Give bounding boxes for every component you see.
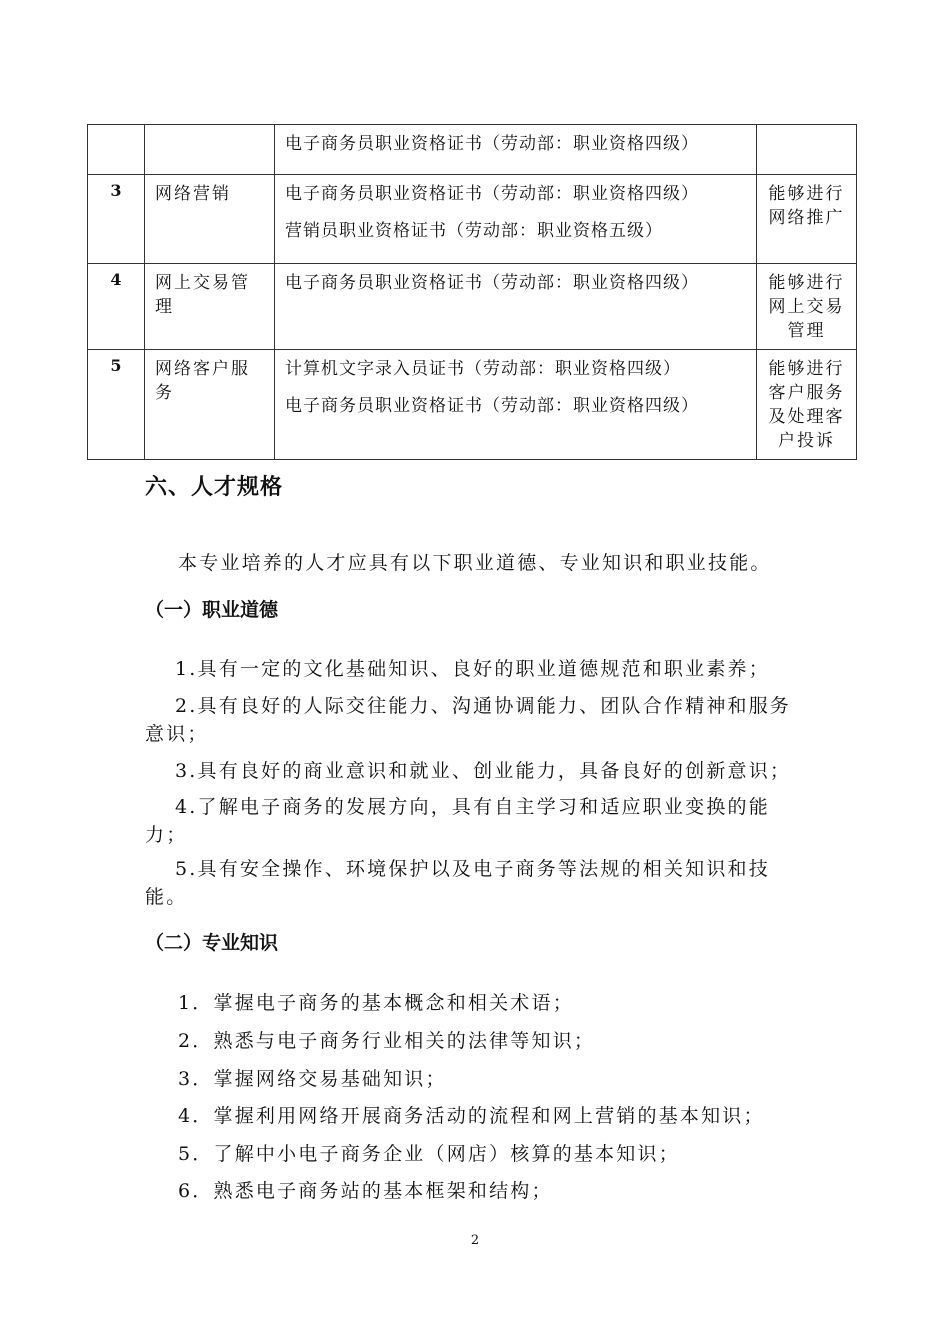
job-title: 网络客户服务 [145, 350, 275, 460]
ethics-item: 2.具有良好的人际交往能力、沟通协调能力、团队合作精神和服务意识； [145, 695, 792, 745]
ability: 能够进行网络推广 [757, 175, 857, 264]
subsection-heading-ethics: （一）职业道德 [145, 599, 279, 621]
knowledge-item: 5．了解中小电子商务企业（网店）核算的基本知识； [178, 1143, 680, 1165]
table-row [88, 125, 857, 175]
certificate-cell [275, 264, 757, 350]
certificate: 计算机文字录入员证书（劳动部：职业资格四级） [285, 359, 681, 379]
job-title: 网上交易管理 [145, 264, 275, 350]
certificate-cell [275, 125, 757, 175]
certificate: 电子商务员职业资格证书（劳动部：职业资格四级） [285, 184, 699, 204]
row-number [88, 125, 145, 175]
job-title: 网络营销 [145, 175, 275, 264]
certificate: 电子商务员职业资格证书（劳动部：职业资格四级） [285, 396, 699, 416]
ability [757, 125, 857, 175]
ability: 能够进行网上交易管理 [757, 264, 857, 350]
knowledge-item: 6．熟悉电子商务站的基本框架和结构； [178, 1180, 553, 1202]
certificate: 电子商务员职业资格证书（劳动部：职业资格四级） [285, 134, 699, 154]
certificate: 电子商务员职业资格证书（劳动部：职业资格四级） [285, 273, 699, 293]
table-row [88, 350, 857, 460]
ethics-item: 4.了解电子商务的发展方向，具有自主学习和适应职业变换的能力； [145, 796, 770, 846]
row-number: 3 [88, 175, 145, 264]
row-number: 4 [88, 264, 145, 350]
table-row [88, 264, 857, 350]
knowledge-item: 3．掌握网络交易基础知识； [178, 1068, 447, 1090]
certificate: 营销员职业资格证书（劳动部：职业资格五级） [285, 221, 663, 241]
job-title [145, 125, 275, 175]
intro-paragraph: 本专业培养的人才应具有以下职业道德、专业知识和职业技能。 [178, 552, 772, 574]
ethics-item: 1.具有一定的文化基础知识、良好的职业道德规范和职业素养； [175, 658, 770, 680]
section-heading: 六、人才规格 [145, 475, 284, 500]
ethics-item: 3.具有良好的商业意识和就业、创业能力，具备良好的创新意识； [175, 760, 792, 782]
ethics-item: 5.具有安全操作、环境保护以及电子商务等法规的相关知识和技能。 [145, 858, 770, 908]
subsection-heading-knowledge: （二）专业知识 [145, 932, 279, 954]
ability: 能够进行客户服务及处理客户投诉 [757, 350, 857, 460]
knowledge-item: 4．掌握利用网络开展商务活动的流程和网上营销的基本知识； [178, 1105, 765, 1127]
knowledge-item: 1．掌握电子商务的基本概念和相关术语； [178, 992, 574, 1014]
certificate-cell [275, 350, 757, 460]
table-row [88, 175, 857, 264]
row-number: 5 [88, 350, 145, 460]
qualification-table [87, 124, 857, 460]
certificate-cell [275, 175, 757, 264]
page-number: 2 [470, 1233, 480, 1248]
knowledge-item: 2．熟悉与电子商务行业相关的法律等知识； [178, 1030, 596, 1052]
